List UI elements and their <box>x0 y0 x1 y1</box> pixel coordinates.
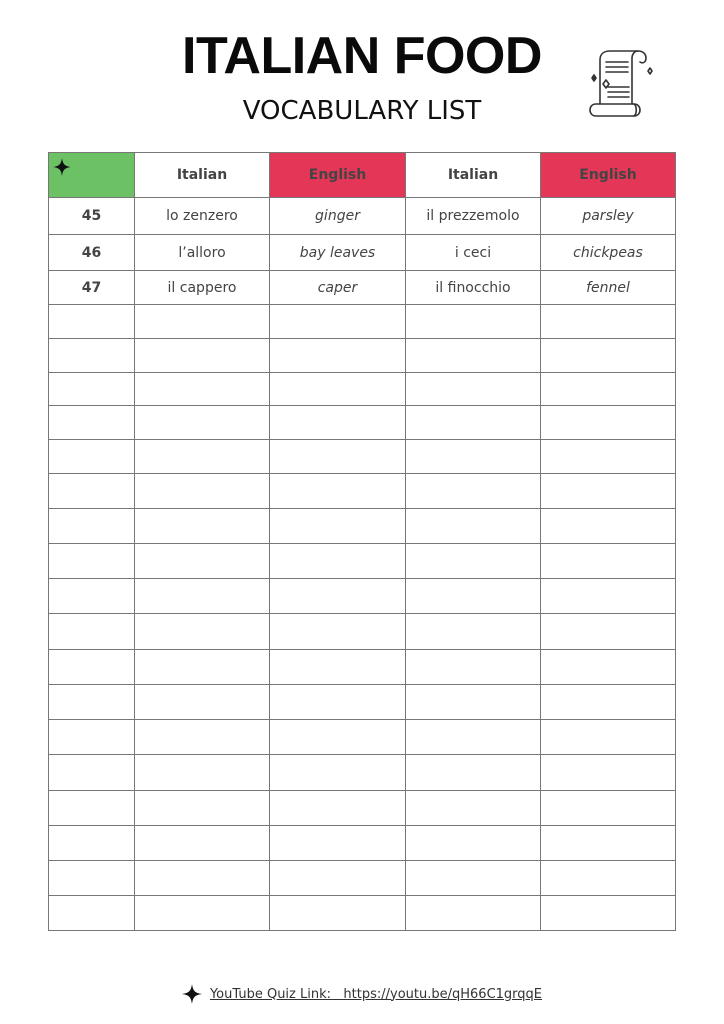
row-number <box>49 339 135 373</box>
english-word <box>541 305 676 339</box>
row-number: 45 <box>49 198 135 235</box>
table-row <box>49 235 676 271</box>
table-row <box>49 685 676 720</box>
english-word <box>270 305 406 339</box>
row-number <box>49 826 135 861</box>
english-word <box>541 474 676 509</box>
table-row <box>49 198 676 235</box>
english-word <box>270 544 406 579</box>
italian-word <box>135 440 270 474</box>
table-row <box>49 339 676 373</box>
english-word <box>541 896 676 931</box>
table-row <box>49 791 676 826</box>
row-number <box>49 755 135 791</box>
table-row <box>49 896 676 931</box>
english-word: fennel <box>541 271 676 305</box>
italian-word: il finocchio <box>406 271 541 305</box>
italian-word: i ceci <box>406 235 541 271</box>
italian-word <box>135 579 270 614</box>
italian-word <box>406 544 541 579</box>
italian-word <box>135 474 270 509</box>
italian-word <box>135 896 270 931</box>
table-row <box>49 861 676 896</box>
english-word <box>541 826 676 861</box>
italian-word <box>406 755 541 791</box>
english-word <box>270 685 406 720</box>
row-number <box>49 579 135 614</box>
table-row <box>49 509 676 544</box>
footer <box>0 984 724 1004</box>
italian-word <box>406 650 541 685</box>
english-word <box>541 579 676 614</box>
header-italian-1: Italian <box>135 153 270 198</box>
table-row <box>49 544 676 579</box>
italian-word <box>406 406 541 440</box>
italian-word <box>135 406 270 440</box>
italian-word <box>406 720 541 755</box>
row-number <box>49 509 135 544</box>
italian-word <box>406 614 541 650</box>
row-number <box>49 305 135 339</box>
italian-word <box>135 373 270 406</box>
english-word <box>270 339 406 373</box>
italian-word <box>406 896 541 931</box>
english-word: ginger <box>270 198 406 235</box>
italian-word <box>406 791 541 826</box>
english-word <box>270 720 406 755</box>
row-number <box>49 650 135 685</box>
italian-word <box>406 373 541 406</box>
english-word <box>541 373 676 406</box>
italian-word <box>406 339 541 373</box>
italian-word <box>135 861 270 896</box>
italian-word <box>135 650 270 685</box>
italian-word <box>135 509 270 544</box>
table-row <box>49 474 676 509</box>
row-number <box>49 791 135 826</box>
table-row <box>49 305 676 339</box>
english-word <box>541 614 676 650</box>
table-row <box>49 579 676 614</box>
star-icon <box>53 158 71 176</box>
english-word <box>541 861 676 896</box>
row-number <box>49 861 135 896</box>
italian-word <box>135 826 270 861</box>
english-word: chickpeas <box>541 235 676 271</box>
row-number <box>49 440 135 474</box>
english-word: bay leaves <box>270 235 406 271</box>
english-word <box>541 755 676 791</box>
header-italian-2: Italian <box>406 153 541 198</box>
italian-word: lo zenzero <box>135 198 270 235</box>
youtube-quiz-link[interactable] <box>210 987 542 1002</box>
english-word <box>541 650 676 685</box>
italian-word: il prezzemolo <box>406 198 541 235</box>
row-number <box>49 685 135 720</box>
row-number <box>49 406 135 440</box>
table-row <box>49 373 676 406</box>
table-header-row <box>49 153 676 198</box>
italian-word <box>135 614 270 650</box>
italian-word <box>406 826 541 861</box>
row-number <box>49 373 135 406</box>
table-row <box>49 406 676 440</box>
english-word <box>270 791 406 826</box>
english-word <box>541 685 676 720</box>
italian-word <box>406 305 541 339</box>
italian-word <box>135 544 270 579</box>
english-word <box>270 579 406 614</box>
vocabulary-table <box>48 152 676 931</box>
row-number <box>49 720 135 755</box>
english-word <box>541 339 676 373</box>
header-corner-cell <box>49 153 135 198</box>
table-row <box>49 826 676 861</box>
table-row <box>49 271 676 305</box>
italian-word <box>135 791 270 826</box>
english-word <box>270 826 406 861</box>
italian-word <box>135 755 270 791</box>
italian-word <box>406 509 541 544</box>
italian-word <box>135 339 270 373</box>
italian-word <box>406 474 541 509</box>
table-row <box>49 614 676 650</box>
italian-word <box>135 685 270 720</box>
english-word <box>541 509 676 544</box>
row-number <box>49 474 135 509</box>
header-english-2: English <box>541 153 676 198</box>
scroll-icon <box>586 46 656 122</box>
english-word <box>541 440 676 474</box>
english-word <box>270 373 406 406</box>
english-word <box>541 406 676 440</box>
row-number: 46 <box>49 235 135 271</box>
english-word <box>541 791 676 826</box>
italian-word: il cappero <box>135 271 270 305</box>
english-word <box>270 509 406 544</box>
english-word <box>270 614 406 650</box>
english-word <box>270 755 406 791</box>
link-url: https://youtu.be/qH66C1grqqE <box>343 986 543 1002</box>
italian-word <box>406 861 541 896</box>
english-word <box>541 544 676 579</box>
italian-word: l’alloro <box>135 235 270 271</box>
link-label: YouTube Quiz Link: <box>209 986 332 1002</box>
page-title: ITALIAN FOOD <box>182 27 542 85</box>
row-number <box>49 896 135 931</box>
row-number: 47 <box>49 271 135 305</box>
english-word <box>270 440 406 474</box>
table-row <box>49 720 676 755</box>
italian-word <box>406 440 541 474</box>
header-english-1: English <box>270 153 406 198</box>
english-word <box>541 720 676 755</box>
english-word <box>270 650 406 685</box>
table-row <box>49 440 676 474</box>
star-icon <box>182 984 202 1004</box>
english-word: caper <box>270 271 406 305</box>
table-row <box>49 650 676 685</box>
italian-word <box>135 305 270 339</box>
italian-word <box>406 579 541 614</box>
row-number <box>49 614 135 650</box>
page-subtitle: VOCABULARY LIST <box>242 96 482 126</box>
english-word <box>270 474 406 509</box>
italian-word <box>406 685 541 720</box>
table-row <box>49 755 676 791</box>
english-word <box>270 406 406 440</box>
row-number <box>49 544 135 579</box>
english-word: parsley <box>541 198 676 235</box>
english-word <box>270 896 406 931</box>
english-word <box>270 861 406 896</box>
italian-word <box>135 720 270 755</box>
